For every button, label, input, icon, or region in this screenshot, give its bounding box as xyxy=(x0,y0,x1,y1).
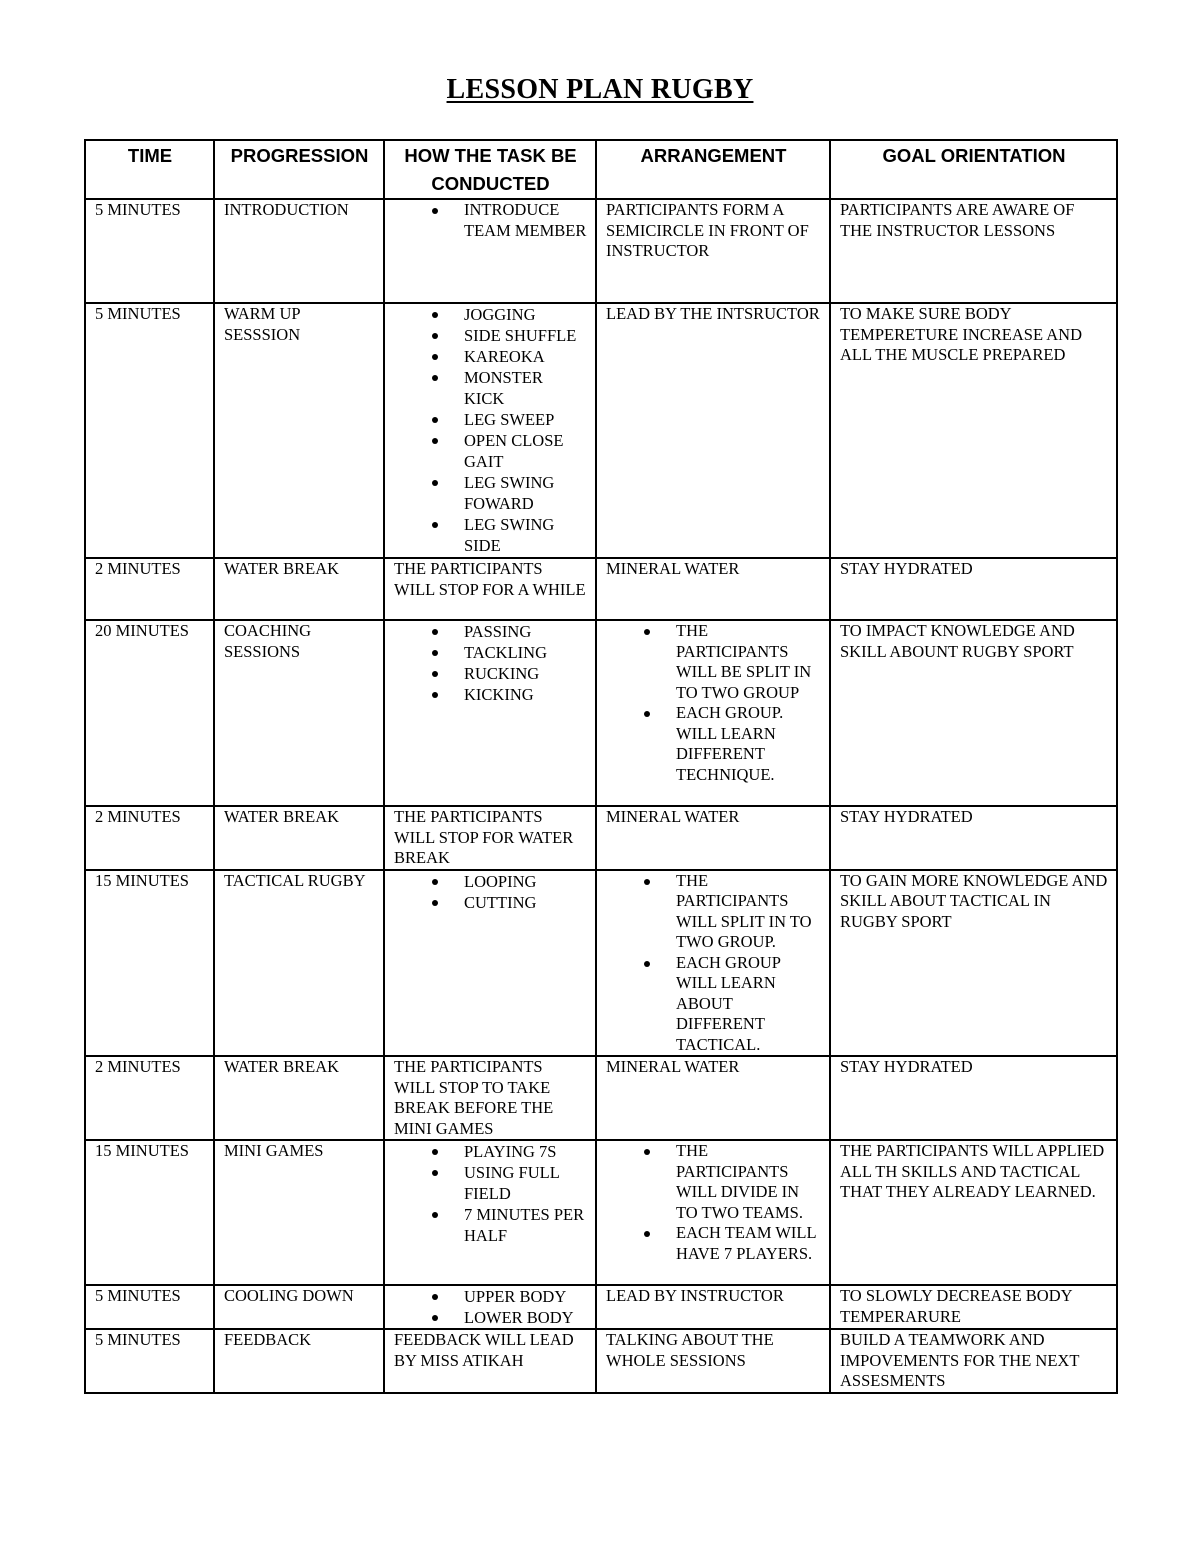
how-cell xyxy=(384,199,596,303)
list-item: SIDE SHUFFLE xyxy=(464,325,587,346)
goal-cell: TO GAIN MORE KNOWLEDGE AND SKILL ABOUT TACTICAL IN RUGBY SPORT xyxy=(830,870,1117,1057)
table-row xyxy=(85,558,1117,620)
how-cell xyxy=(384,620,596,806)
time-cell: 5 MINUTES xyxy=(85,1329,214,1393)
table-row xyxy=(85,1329,1117,1393)
progression-cell: COOLING DOWN xyxy=(214,1285,384,1329)
list-item: JOGGING xyxy=(464,304,587,325)
how-cell xyxy=(384,303,596,558)
list-item: CUTTING xyxy=(464,892,587,913)
list-item: EACH GROUP WILL LEARN ABOUT DIFFERENT TACTICAL. xyxy=(676,953,821,1056)
list-item: LOWER BODY xyxy=(464,1307,587,1328)
list-item: KICKING xyxy=(464,684,587,705)
progression-cell: FEEDBACK xyxy=(214,1329,384,1393)
arrangement-cell xyxy=(596,620,830,806)
list-item: RUCKING xyxy=(464,663,587,684)
table-row xyxy=(85,303,1117,558)
how-cell xyxy=(384,1140,596,1285)
list-item: THE PARTICIPANTS WILL DIVIDE IN TO TWO TEAMS. xyxy=(676,1141,821,1223)
arrangement-cell: PARTICIPANTS FORM A SEMICIRCLE IN FRONT OF INSTRUCTOR xyxy=(596,199,830,303)
how-cell: THE PARTICIPANTS WILL STOP TO TAKE BREAK BEFORE THE MINI GAMES xyxy=(384,1056,596,1140)
arrangement-cell: LEAD BY INSTRUCTOR xyxy=(596,1285,830,1329)
list-item: EACH TEAM WILL HAVE 7 PLAYERS. xyxy=(676,1223,821,1264)
list-item: EACH GROUP. WILL LEARN DIFFERENT TECHNIQUE. xyxy=(676,703,821,785)
list-item: KAREOKA xyxy=(464,346,587,367)
header-arrangement: ARRANGEMENT xyxy=(596,140,830,199)
list-item: MONSTER KICK xyxy=(464,367,587,409)
header-row xyxy=(85,140,1117,199)
time-cell: 2 MINUTES xyxy=(85,558,214,620)
table-row xyxy=(85,870,1117,1057)
table-row xyxy=(85,1140,1117,1285)
list-item: INTRODUCE TEAM MEMBER xyxy=(464,200,587,240)
progression-cell: MINI GAMES xyxy=(214,1140,384,1285)
time-cell: 2 MINUTES xyxy=(85,1056,214,1140)
progression-cell: WATER BREAK xyxy=(214,558,384,620)
arrangement-cell: LEAD BY THE INTSRUCTOR xyxy=(596,303,830,558)
list-item: 7 MINUTES PER HALF xyxy=(464,1204,587,1246)
arrangement-cell: MINERAL WATER xyxy=(596,558,830,620)
progression-cell: TACTICAL RUGBY xyxy=(214,870,384,1057)
goal-cell: PARTICIPANTS ARE AWARE OF THE INSTRUCTOR LESSONS xyxy=(830,199,1117,303)
time-cell: 5 MINUTES xyxy=(85,303,214,558)
list-item: PASSING xyxy=(464,621,587,642)
header-time: TIME xyxy=(85,140,214,199)
goal-cell: STAY HYDRATED xyxy=(830,1056,1117,1140)
time-cell: 5 MINUTES xyxy=(85,199,214,303)
arrangement-cell: MINERAL WATER xyxy=(596,1056,830,1140)
goal-cell: TO IMPACT KNOWLEDGE AND SKILL ABOUNT RUGBY SPORT xyxy=(830,620,1117,806)
progression-cell: WARM UP SESSSION xyxy=(214,303,384,558)
goal-cell: THE PARTICIPANTS WILL APPLIED ALL TH SKILLS AND TACTICAL THAT THEY ALREADY LEARNED. xyxy=(830,1140,1117,1285)
arrangement-cell xyxy=(596,1140,830,1285)
time-cell: 5 MINUTES xyxy=(85,1285,214,1329)
list-item: THE PARTICIPANTS WILL BE SPLIT IN TO TWO GROUP xyxy=(676,621,821,703)
goal-cell: TO MAKE SURE BODY TEMPERETURE INCREASE AND ALL THE MUSCLE PREPARED xyxy=(830,303,1117,558)
table-row xyxy=(85,806,1117,870)
arrangement-cell: TALKING ABOUT THE WHOLE SESSIONS xyxy=(596,1329,830,1393)
how-cell: THE PARTICIPANTS WILL STOP FOR A WHILE xyxy=(384,558,596,620)
lesson-plan-table xyxy=(84,139,1118,1394)
document-title: LESSON PLAN RUGBY xyxy=(446,74,754,105)
goal-cell: TO SLOWLY DECREASE BODY TEMPERARURE xyxy=(830,1285,1117,1329)
how-cell xyxy=(384,870,596,1057)
list-item: LEG SWING FOWARD xyxy=(464,472,587,514)
progression-cell: COACHING SESSIONS xyxy=(214,620,384,806)
how-cell: THE PARTICIPANTS WILL STOP FOR WATER BREAK xyxy=(384,806,596,870)
goal-cell: BUILD A TEAMWORK AND IMPOVEMENTS FOR THE NEXT ASSESMENTS xyxy=(830,1329,1117,1393)
goal-cell: STAY HYDRATED xyxy=(830,558,1117,620)
how-cell xyxy=(384,1285,596,1329)
time-cell: 20 MINUTES xyxy=(85,620,214,806)
list-item: LEG SWING SIDE xyxy=(464,514,587,556)
arrangement-cell: MINERAL WATER xyxy=(596,806,830,870)
list-item: OPEN CLOSE GAIT xyxy=(464,430,587,472)
header-how: HOW THE TASK BE CONDUCTED xyxy=(384,140,596,199)
how-cell: FEEDBACK WILL LEAD BY MISS ATIKAH xyxy=(384,1329,596,1393)
table-row xyxy=(85,1285,1117,1329)
list-item: THE PARTICIPANTS WILL SPLIT IN TO TWO GROUP. xyxy=(676,871,821,953)
table-row xyxy=(85,620,1117,806)
list-item: PLAYING 7S xyxy=(464,1141,587,1162)
progression-cell: WATER BREAK xyxy=(214,1056,384,1140)
table-row xyxy=(85,199,1117,303)
list-item: LOOPING xyxy=(464,871,587,892)
list-item: TACKLING xyxy=(464,642,587,663)
list-item: USING FULL FIELD xyxy=(464,1162,587,1204)
list-item: LEG SWEEP xyxy=(464,409,587,430)
table-row xyxy=(85,1056,1117,1140)
time-cell: 15 MINUTES xyxy=(85,870,214,1057)
list-item: UPPER BODY xyxy=(464,1286,587,1307)
arrangement-cell xyxy=(596,870,830,1057)
goal-cell: STAY HYDRATED xyxy=(830,806,1117,870)
progression-cell: WATER BREAK xyxy=(214,806,384,870)
header-goal: GOAL ORIENTATION xyxy=(830,140,1117,199)
time-cell: 2 MINUTES xyxy=(85,806,214,870)
time-cell: 15 MINUTES xyxy=(85,1140,214,1285)
progression-cell: INTRODUCTION xyxy=(214,199,384,303)
header-progression: PROGRESSION xyxy=(214,140,384,199)
